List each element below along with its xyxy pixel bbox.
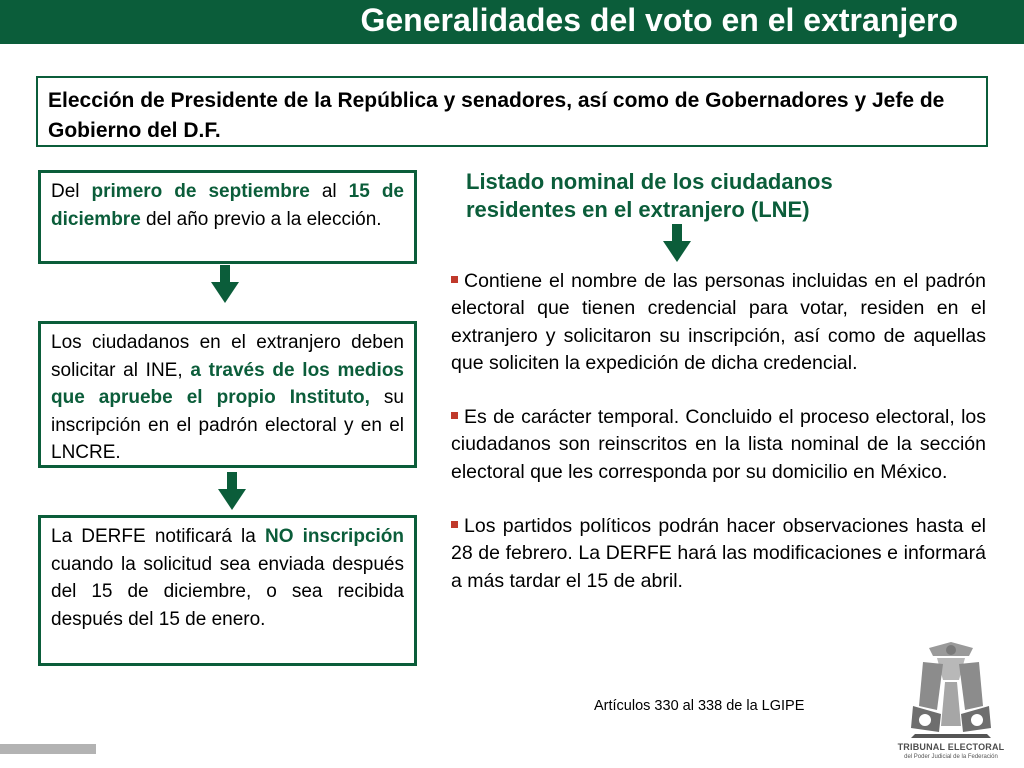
step1-highlight-start: primero de septiembre: [91, 181, 310, 202]
down-arrow-icon: [211, 265, 239, 303]
step1-text-3: del año previo a la elección.: [140, 208, 382, 230]
step1-text-2: al: [309, 181, 349, 202]
list-item: [451, 513, 986, 595]
election-header: Elección de Presidente de la República y senadores, así como de Gobernadores y Jefe de Gobierno del D.F.: [36, 76, 988, 147]
footer-strip: [0, 744, 96, 754]
step2-highlight: a través de los medios que apruebe el propio Instituto,: [51, 359, 404, 408]
legal-footnote: Artículos 330 al 338 de la LGIPE: [594, 698, 805, 714]
lne-bullet-list: [451, 268, 986, 595]
bullet-text: Contiene el nombre de las personas incluidas en el padrón electoral que tienen credencial para votar, residen en el extranjero y solicitaron su inscripción, así como de aquellas que soliciten la expedición de dicha credencial.: [451, 270, 986, 374]
step-box-request-inscription: [38, 321, 417, 468]
step-box-no-inscription: [38, 515, 417, 666]
square-bullet-icon: [451, 521, 458, 528]
list-item: [451, 268, 986, 377]
square-bullet-icon: [451, 412, 458, 419]
title-bar: [0, 0, 1024, 44]
bullet-text: Los partidos políticos podrán hacer observaciones hasta el 28 de febrero. La DERFE hará las modificaciones e informará a más tardar el 15 de abril.: [451, 515, 986, 592]
bullet-text: Es de carácter temporal. Concluido el proceso electoral, los ciudadanos son reinscritos en la lista nominal de la sección electoral que les corresponda por su domicilio en México.: [451, 406, 986, 483]
lne-heading: Listado nominal de los ciudadanos residentes en el extranjero (LNE): [466, 169, 833, 222]
step1-highlight-end: 15 de diciembre: [51, 181, 404, 230]
down-arrow-icon: [663, 224, 691, 262]
down-arrow-icon: [218, 472, 246, 510]
step3-highlight: NO inscripción: [265, 526, 404, 547]
step2-text-2: su inscripción en el padrón electoral y en el LNCRE.: [51, 387, 404, 463]
logo-subtitle: del Poder Judicial de la Federación: [904, 754, 998, 760]
logo-name: TRIBUNAL ELECTORAL: [897, 742, 1005, 752]
step2-text-1: Los ciudadanos en el extranjero deben solicitar al INE,: [51, 332, 404, 381]
step1-text-1: Del: [51, 181, 92, 202]
step-box-registration-period: [38, 170, 417, 264]
step3-text-1: La DERFE notificará la: [51, 526, 265, 547]
square-bullet-icon: [451, 276, 458, 283]
step3-text-2: cuando la solicitud sea enviada después del 15 de diciembre, o sea recibida después del 15 de enero.: [51, 553, 404, 630]
slide-title: Generalidades del voto en el extranjero: [360, 2, 958, 38]
list-item: [451, 404, 986, 486]
